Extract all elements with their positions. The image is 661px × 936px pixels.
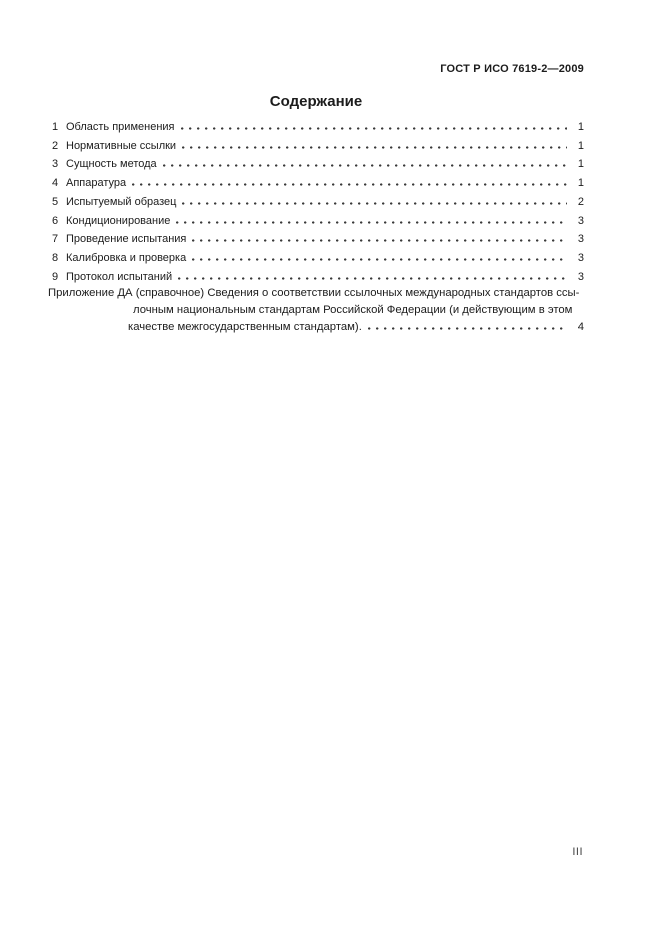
toc-entry [52,174,584,193]
toc-entry-page: 1 [577,139,584,152]
page-content [48,0,584,336]
dot-leader [181,127,568,130]
toc-entry-number: 8 [52,251,59,264]
dot-leader [182,202,567,205]
appendix-line-2: лочным национальным стандартам Российской Федерации (и действующим в этом [133,304,573,317]
page-folio: III [572,846,583,858]
toc-entry [52,193,584,212]
toc-entry-page: 3 [577,251,584,264]
toc-entry-title: Протокол испытаний [66,270,173,283]
toc-entry [52,230,584,249]
toc-entry-page: 3 [577,233,584,246]
toc-entry-page: 1 [577,158,584,171]
toc-entry-title: Проведение испытания [66,233,187,246]
dot-leader [163,164,567,167]
dot-leader [192,258,567,261]
toc-entry-title: Испытуемый образец [66,195,177,208]
table-of-contents [52,118,584,286]
toc-entry-title: Сущность метода [66,158,157,171]
page-title: Содержание [269,93,363,110]
appendix-line-3-text: качестве межгосударственным стандартам). [128,321,362,334]
toc-entry-page: 3 [577,214,584,227]
appendix-line-1: Приложение ДА (справочное) Сведения о соответствии ссылочных международных стандартов ссы- [48,287,580,300]
dot-leader [178,277,567,280]
toc-entry [52,155,584,174]
dot-leader [182,146,567,149]
toc-entry-number: 6 [52,214,59,227]
toc-entry-title: Аппаратура [66,177,127,190]
toc-entry-page: 1 [577,177,584,190]
appendix-entry [48,285,584,336]
toc-entry [52,212,584,231]
toc-entry [52,249,584,268]
toc-entry-page: 1 [577,121,584,133]
toc-entry-page: 3 [577,270,584,283]
appendix-page: 4 [577,321,584,334]
toc-entry-number: 9 [52,270,59,283]
dot-leader [192,239,567,242]
toc-entry-number: 1 [52,121,59,133]
dot-leader [176,221,567,224]
toc-entry-title: Нормативные ссылки [66,139,177,152]
toc-entry-number: 4 [52,177,59,190]
toc-entry-page: 2 [577,195,584,208]
appendix-line-3 [48,319,584,336]
dot-leader [132,183,567,186]
toc-entry-number: 7 [52,233,59,246]
toc-entry-number: 2 [52,139,59,152]
toc-entry [52,268,584,287]
toc-entry-number: 3 [52,158,59,171]
dot-leader [368,327,567,330]
document-number: ГОСТ Р ИСО 7619-2—2009 [440,63,584,75]
toc-entry-number: 5 [52,195,59,208]
toc-entry-title: Калибровка и проверка [66,251,187,264]
toc-entry-title: Кондиционирование [66,214,171,227]
toc-entry [52,137,584,156]
toc-entry-title: Область применения [66,121,175,133]
toc-entry [52,118,584,137]
